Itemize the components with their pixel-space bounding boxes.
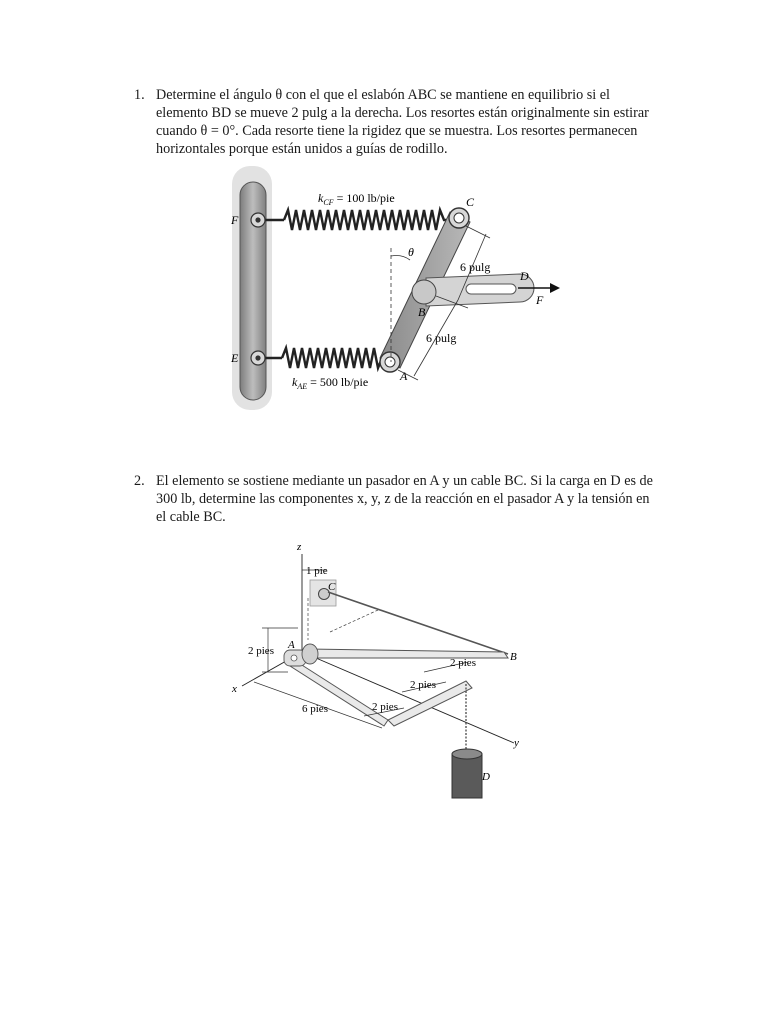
figure-linkage-springs — [228, 164, 564, 412]
label-axis-z: z — [297, 541, 302, 553]
problem-statement: Determine el ángulo θ con el que el eslabón ABC se mantiene en equilibrio si el elemento BD se mueve 2 pulg a la derecha. Los resortes están originalmente sin estirar cuando θ = 0°. Cada resorte tiene la rigidez que se muestra. Los resortes permanecen horizontales porque están unidos a guías de rodillo. — [156, 87, 649, 157]
problem-statement: El elemento se sostiene mediante un pasador en A y un cable BC. Si la carga en D es de 300 lb, determine las componentes x, y, z de la reacción en el pasador A y la tensión en el cable BC. — [156, 473, 653, 525]
spring-cf — [258, 210, 454, 230]
weight-d — [452, 749, 482, 798]
label-point-f: F — [231, 213, 239, 227]
label-point-a: A — [288, 639, 295, 651]
label-dim-2pies-mid: 2 pies — [410, 679, 436, 691]
problem-number: 2. — [134, 473, 145, 489]
label-dim-6pies: 6 pies — [302, 703, 328, 715]
label-k-cf: $k_{CF} = 100$ lb/pie — [318, 191, 395, 207]
member-ab — [308, 649, 508, 658]
element-bd — [412, 274, 534, 306]
member-shaft — [290, 660, 388, 726]
problem-1 — [134, 86, 654, 158]
figure-pinned-member-cable — [228, 540, 528, 805]
label-axis-y: y — [514, 737, 519, 749]
label-point-b: B — [418, 305, 426, 319]
spring-ae — [258, 348, 388, 368]
label-point-b: B — [510, 651, 517, 663]
label-k-ae: $k_{AE} = 500$ lb/pie — [292, 375, 369, 391]
label-dim-2pies-left: 2 pies — [248, 645, 274, 657]
label-point-a: A — [400, 369, 408, 383]
label-point-e: E — [231, 351, 239, 365]
label-dim-2pies-low: 2 pies — [372, 701, 398, 713]
label-point-c: C — [466, 195, 475, 209]
label-theta: θ — [408, 245, 414, 259]
problem-number: 1. — [134, 87, 145, 103]
label-point-d: D — [520, 269, 529, 283]
problem-2 — [134, 472, 654, 526]
label-dim-1pie: 1 pie — [306, 565, 328, 577]
label-force-f: F — [536, 293, 544, 307]
label-point-d: D — [482, 771, 490, 783]
label-dim-bottom: 6 pulg — [426, 331, 457, 345]
label-point-c: C — [328, 581, 336, 593]
label-axis-x: x — [232, 683, 237, 695]
cable-bc — [328, 592, 508, 654]
label-dim-top: 6 pulg — [460, 260, 491, 274]
label-dim-2pies-b: 2 pies — [450, 657, 476, 669]
